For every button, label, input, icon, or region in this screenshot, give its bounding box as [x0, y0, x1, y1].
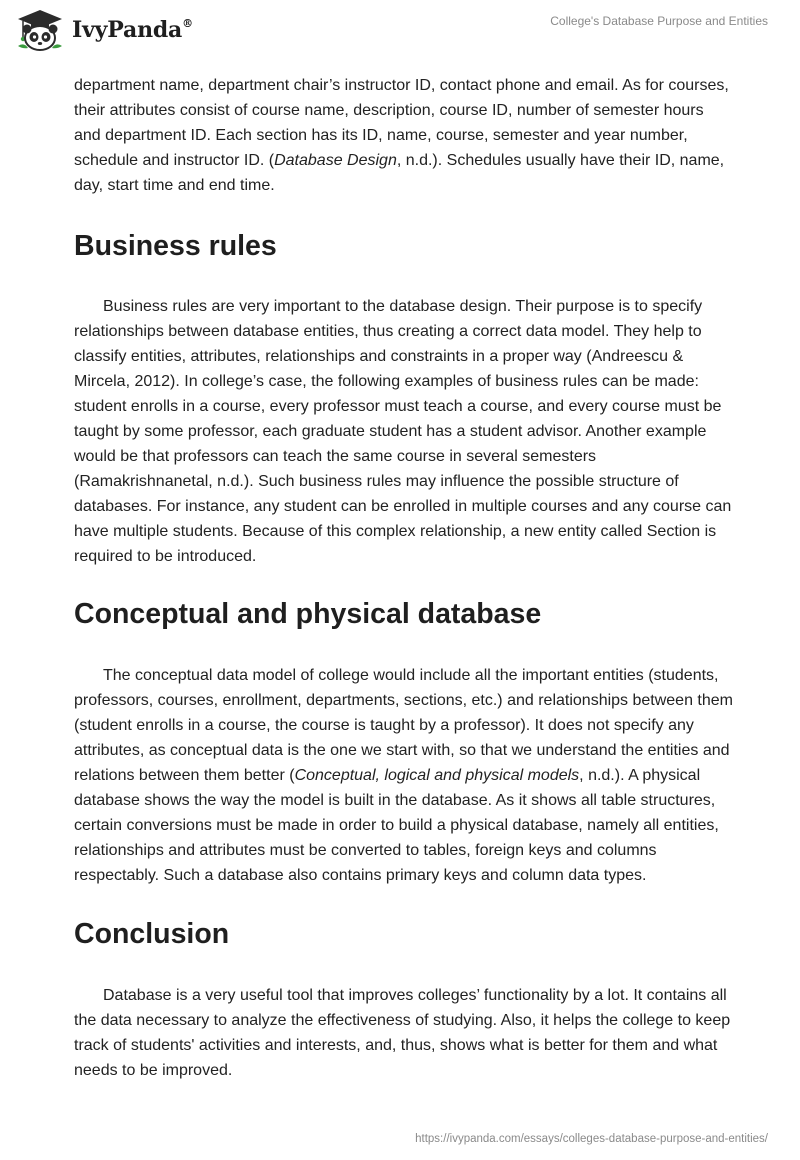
- source-url[interactable]: https://ivypanda.com/essays/colleges-database-purpose-and-entities/: [415, 1133, 768, 1145]
- conceptual-paragraph: The conceptual data model of college would include all the important entities (students, professors, courses, enrollment, departments, sections, etc.) and relationships between them (student enrolls in a course, the course is taught by a professor). It does not specify any attributes, as conceptual data is the one we start with, so that we understand the entities and relations between them better (Conceptual, logical and physical models, n.d.). A physical database shows the way the model is built in the database. As it shows all table structures, certain conversions must be made in order to build a physical database, namely all entities, relationships and attributes must be converted to tables, foreign keys and columns respectably. Such a database also contains primary keys and column data types.: [74, 667, 733, 884]
- page-header: [0, 0, 800, 70]
- document-title: College's Database Purpose and Entities: [550, 14, 768, 28]
- conceptual-heading: Conceptual and physical database: [74, 598, 542, 630]
- essay-body: [74, 70, 734, 1083]
- logo[interactable]: [14, 8, 193, 52]
- conclusion-heading: Conclusion: [74, 918, 230, 950]
- business-rules-paragraph: Business rules are very important to the database design. Their purpose is to specify relationships between database entities, thus creating a correct data model. They help to classify entities, attributes, relationships and constraints in a proper way (Andreescu & Mircela, 2012). In college’s case, the following examples of business rules can be made: student enrolls in a course, every professor must teach a course, and every course must be taught by some professor, each graduate student has a student advisor. Another example would be that professors can teach the same course in several semesters (Ramakrishnanetal, n.d.). Such business rules may influence the possible structure of databases. For instance, any student can be enrolled in multiple courses and any course can have multiple students. Because of this complex relationship, a new entity called Section is required to be introduced.: [74, 298, 732, 565]
- conclusion-paragraph: Database is a very useful tool that improves colleges’ functionality by a lot. It contains all the data necessary to analyze the effectiveness of studying. Also, it helps the college to keep track of students' activities and interests, and, thus, shows what is better for them and what needs to be improved.: [74, 987, 731, 1079]
- panda-graduate-icon: [14, 8, 66, 52]
- brand-name: IvyPanda®: [72, 16, 193, 43]
- business-rules-heading: Business rules: [74, 230, 277, 262]
- intro-paragraph: department name, department chair’s instructor ID, contact phone and email. As for courses, their attributes consist of course name, description, course ID, number of semester hours and department ID. Each section has its ID, name, course, semester and year number, schedule and instructor ID. (Database Design, n.d.). Schedules usually have their ID, name, day, start time and end time.: [74, 77, 729, 194]
